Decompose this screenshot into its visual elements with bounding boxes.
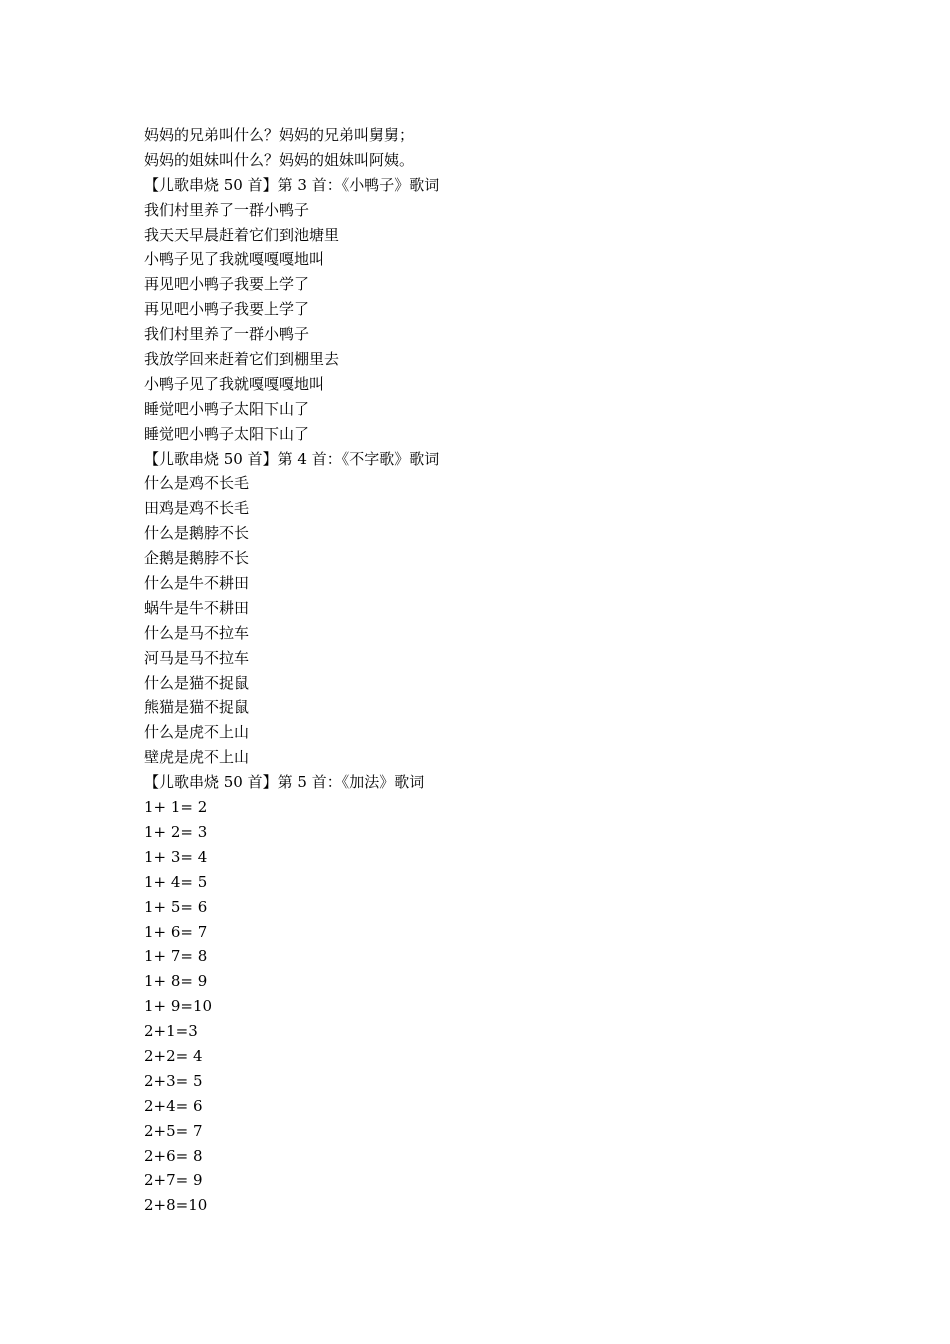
text-line: 再见吧小鸭子我要上学了 <box>144 300 310 319</box>
text-line: 1+ 4= 5 <box>144 872 208 891</box>
text-line: 1+ 5= 6 <box>144 897 208 916</box>
text-line: 2+4= 6 <box>144 1096 203 1115</box>
text-line: 睡觉吧小鸭子太阳下山了 <box>144 424 310 443</box>
text-line: 1+ 9=10 <box>144 997 213 1016</box>
text-line: 2+3= 5 <box>144 1071 203 1090</box>
text-line: 蜗牛是牛不耕田 <box>144 598 250 617</box>
text-line: 1+ 3= 4 <box>144 847 208 866</box>
text-line: 2+2= 4 <box>144 1046 203 1065</box>
text-line: 【儿歌串烧 50 首】第 3 首：《小鸭子》歌词 <box>144 175 440 194</box>
text-line: 我放学回来赶着它们到棚里去 <box>144 350 340 369</box>
text-line: 什么是猫不捉鼠 <box>144 673 250 692</box>
text-line: 【儿歌串烧 50 首】第 4 首：《不字歌》歌词 <box>144 449 440 468</box>
text-line: 小鸭子见了我就嘎嘎嘎地叫 <box>144 374 325 393</box>
text-line: 河马是马不拉车 <box>144 648 250 667</box>
text-line: 2+8=10 <box>144 1196 208 1215</box>
text-line: 壁虎是虎不上山 <box>144 748 250 767</box>
text-line: 田鸡是鸡不长毛 <box>144 499 250 518</box>
text-line: 再见吧小鸭子我要上学了 <box>144 275 310 294</box>
text-line: 我们村里养了一群小鸭子 <box>144 200 310 219</box>
text-line: 小鸭子见了我就嘎嘎嘎地叫 <box>144 250 325 269</box>
text-line: 妈妈的兄弟叫什么？妈妈的兄弟叫舅舅； <box>144 126 415 144</box>
text-line: 1+ 6= 7 <box>144 922 208 941</box>
text-line: 熊猫是猫不捉鼠 <box>144 698 250 717</box>
text-line: 1+ 7= 8 <box>144 947 208 966</box>
text-line: 企鹅是鹅脖不长 <box>144 549 250 568</box>
text-line: 2+1=3 <box>144 1022 198 1041</box>
text-line: 什么是鹅脖不长 <box>144 524 250 543</box>
text-line: 我们村里养了一群小鸭子 <box>144 325 310 344</box>
text-line: 什么是马不拉车 <box>144 623 250 642</box>
text-line: 2+5= 7 <box>144 1121 203 1140</box>
document-text <box>144 123 804 1218</box>
text-line: 什么是虎不上山 <box>144 723 250 742</box>
text-line: 妈妈的姐妹叫什么？妈妈的姐妹叫阿姨。 <box>144 150 415 169</box>
text-line: 睡觉吧小鸭子太阳下山了 <box>144 399 310 418</box>
text-line: 1+ 1= 2 <box>144 798 208 817</box>
text-line: 什么是牛不耕田 <box>144 574 250 593</box>
text-line: 什么是鸡不长毛 <box>144 474 250 493</box>
text-line: 2+6= 8 <box>144 1146 203 1165</box>
text-line: 1+ 8= 9 <box>144 972 208 991</box>
text-line: 2+7= 9 <box>144 1171 203 1190</box>
text-line: 我天天早晨赶着它们到池塘里 <box>144 225 340 244</box>
text-line: 1+ 2= 3 <box>144 822 208 841</box>
text-line: 【儿歌串烧 50 首】第 5 首：《加法》歌词 <box>144 773 425 792</box>
